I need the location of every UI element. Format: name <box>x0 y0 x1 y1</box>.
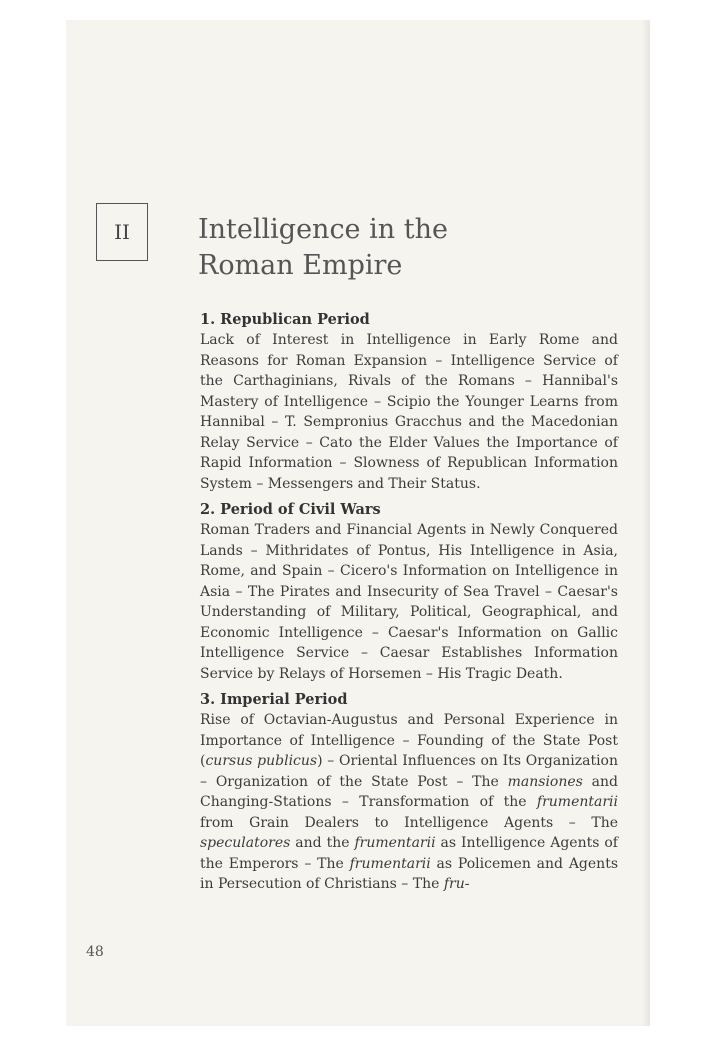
page-number: 48 <box>86 944 104 960</box>
latin-term: mansiones <box>507 773 583 790</box>
latin-term: frumentarii <box>354 835 436 851</box>
section-heading: 3. Imperial Period <box>200 691 348 708</box>
summary-text: ) – Oriental Influences on Its Organization – Organization of the State Post – The <box>200 753 618 790</box>
page-edge-shadow <box>642 20 650 1026</box>
chapter-title <box>198 212 638 284</box>
summary-text: as Policemen and Agents in Persecution of Christians – The <box>200 855 619 892</box>
section-summary <box>200 710 618 895</box>
latin-term: fru- <box>443 876 470 892</box>
section-imperial-period <box>200 690 618 895</box>
summary-text: and the <box>290 835 355 851</box>
chapter-title-line-2: Roman Empire <box>198 250 403 281</box>
chapter-outline <box>200 310 618 901</box>
summary-text: Rise of Octavian-Augustus and Personal Experience in Importance of Intelligence – Founding of the State Post ( <box>200 712 618 769</box>
summary-text: and Changing-Stations – Transformation of the <box>200 773 618 810</box>
section-heading: 2. Period of Civil Wars <box>200 501 381 518</box>
chapter-number-box <box>96 203 148 261</box>
section-civil-wars <box>200 500 618 684</box>
latin-term: frumentarii <box>536 794 618 810</box>
latin-term: speculatores <box>200 835 291 851</box>
latin-term: frumentarii <box>349 855 431 872</box>
summary-text: as Intelligence Agents of the Emperors – The <box>200 835 618 872</box>
summary-text: from Grain Dealers to Intelligence Agents – The <box>200 814 618 831</box>
latin-term: cursus publicus <box>205 753 318 769</box>
section-summary: Roman Traders and Financial Agents in Newly Conquered Lands – Mithridates of Pontus, His Intelligence in Asia, Rome, and Spain – Cicero's Information on Intelligence in Asia – The Pirates and Insecurity of Sea Travel – Caesar's Understanding of Military, Political, Geographical, and Economic Intelligence – Caesar's Information on Gallic Intelligence Service – Caesar Establishes Information Service by Relays of Horsemen – His Tragic Death. <box>200 522 618 682</box>
chapter-number: II <box>114 220 130 244</box>
chapter-title-line-1: Intelligence in the <box>198 214 448 245</box>
section-heading: 1. Republican Period <box>200 311 370 328</box>
section-republican-period <box>200 310 618 494</box>
section-summary: Lack of Interest in Intelligence in Early Rome and Reasons for Roman Expansion – Intelligence Service of the Carthaginians, Rivals of the Romans – Hannibal's Mastery of Intelligence – Scipio the Younger Learns from Hannibal – T. Sempronius Gracchus and the Macedonian Relay Service – Cato the Elder Values the Importance of Rapid Information – Slowness of Republican Information System – Messengers and Their Status. <box>200 332 618 492</box>
book-page <box>66 20 650 1026</box>
